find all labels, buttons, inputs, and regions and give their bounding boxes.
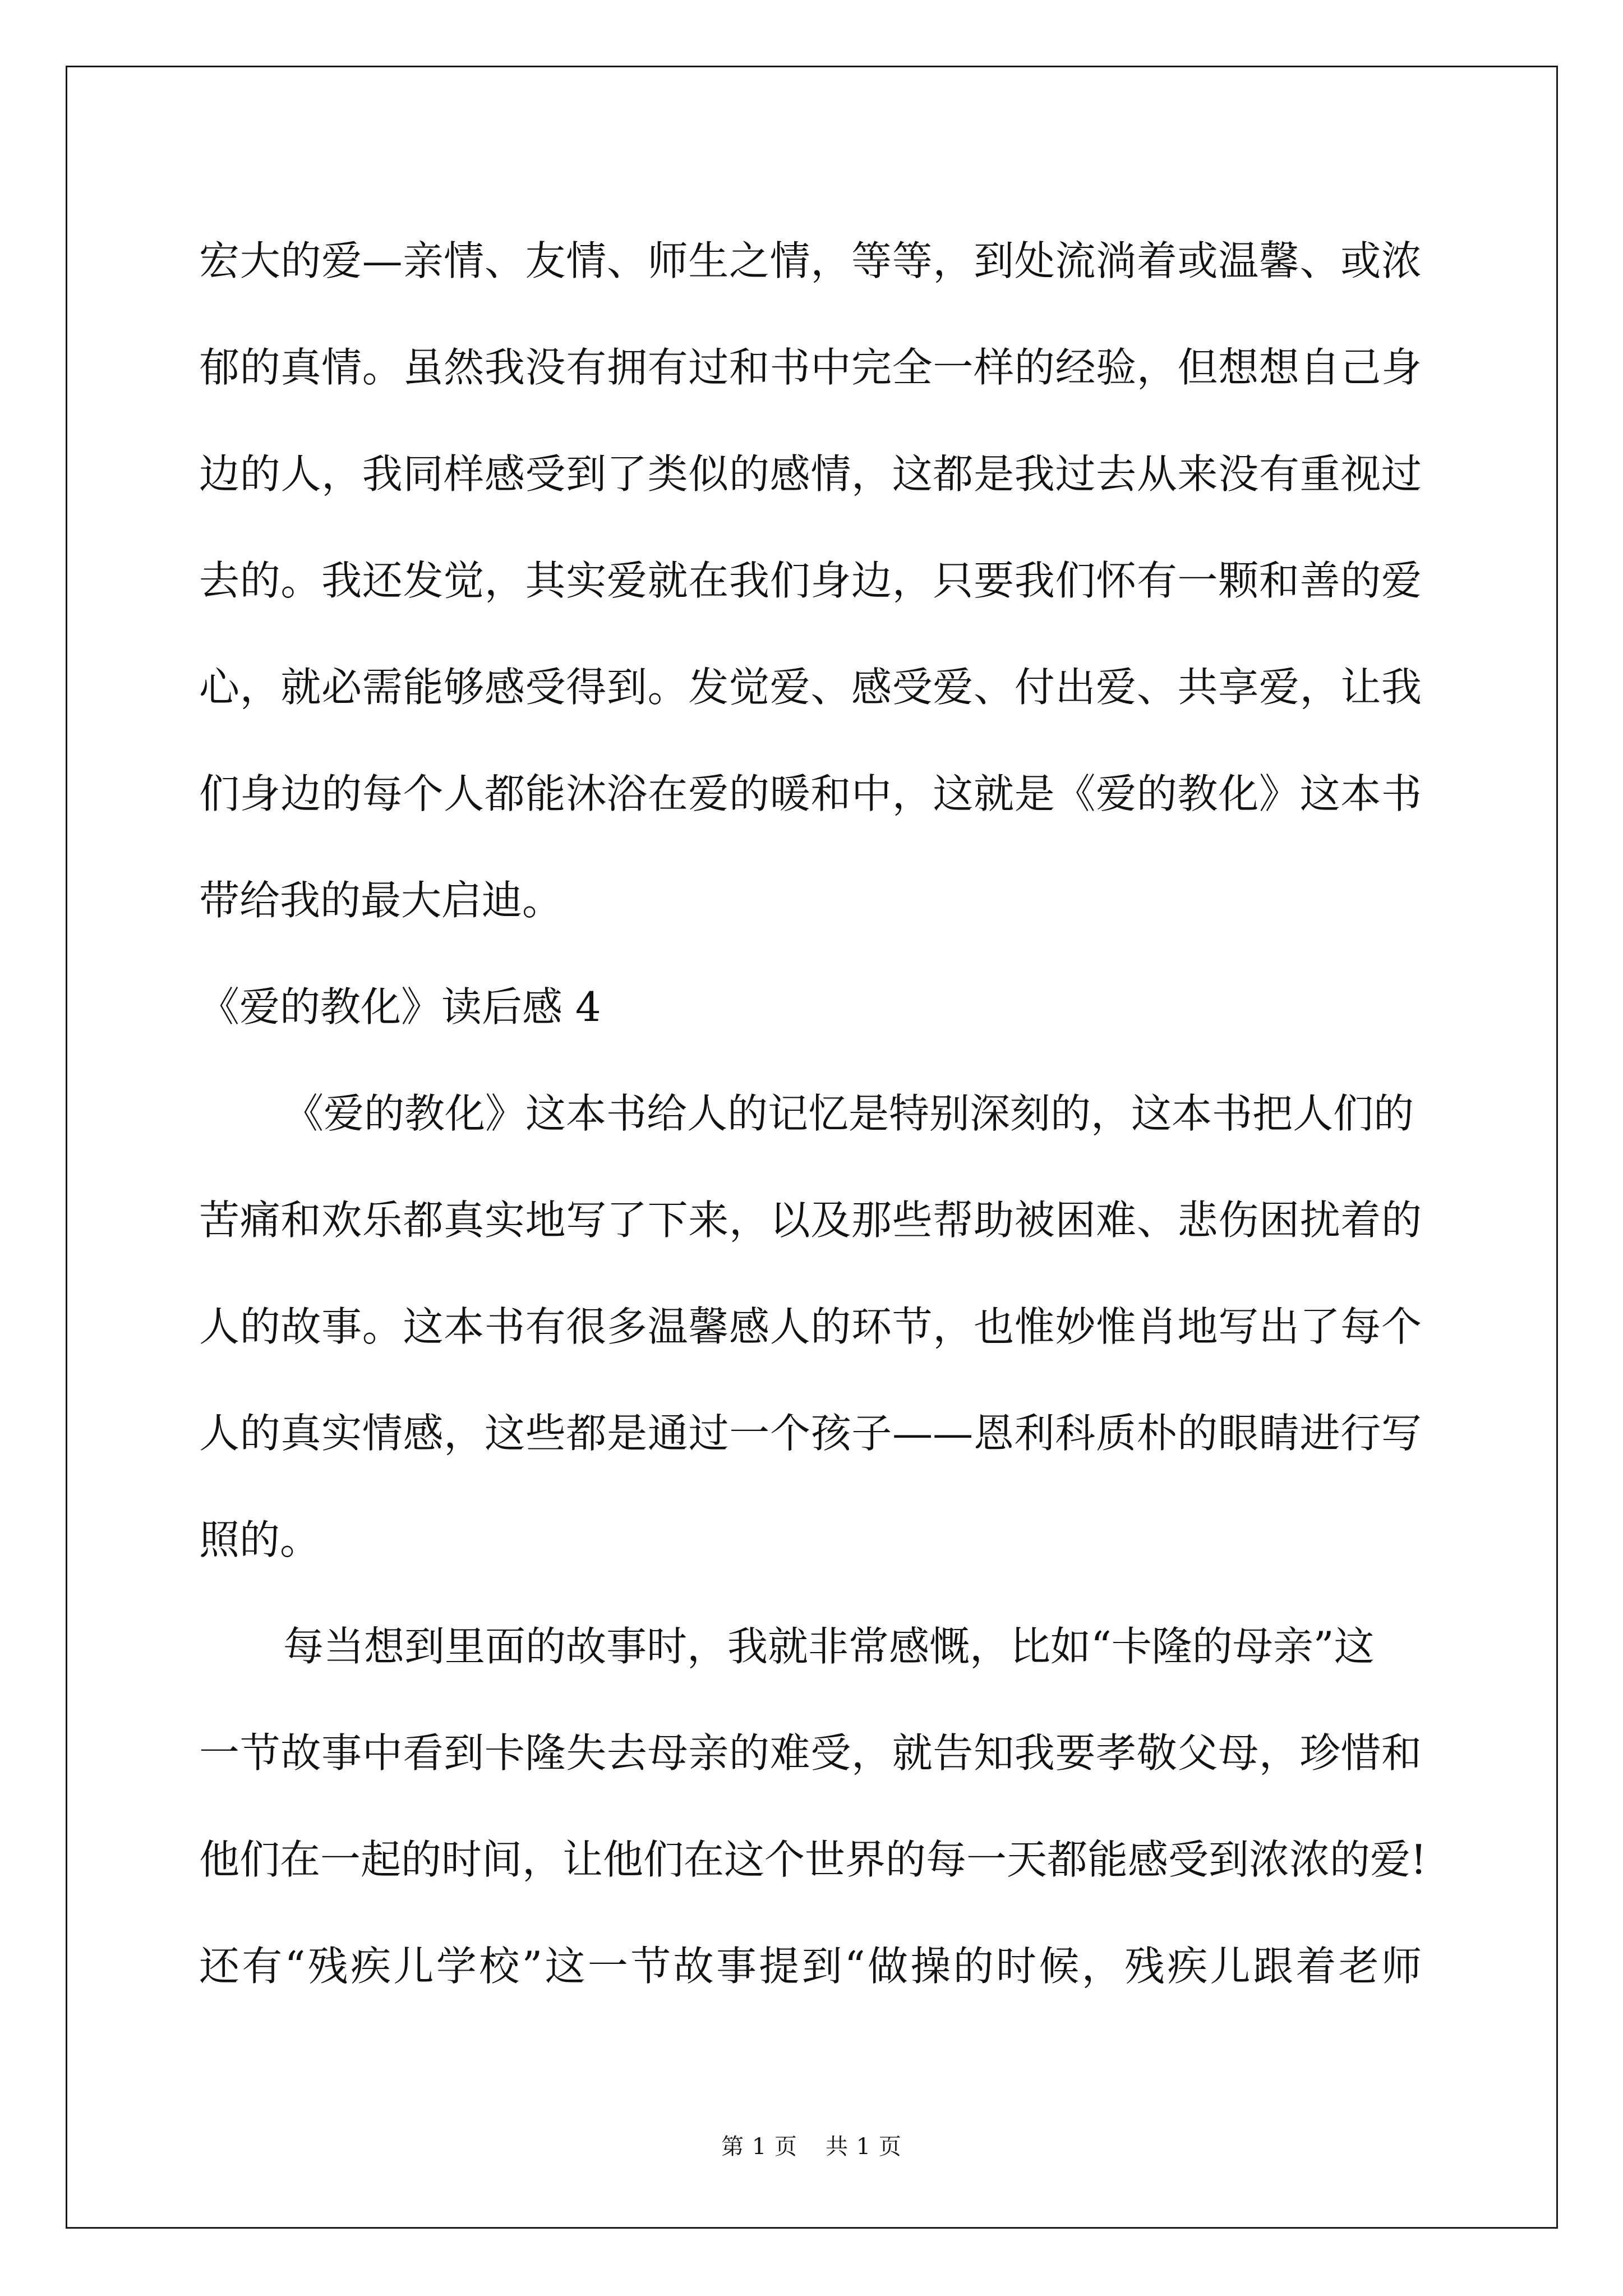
document-body	[199, 208, 1427, 2019]
text-line: 还有“残疾儿学校”这一节故事提到“做操的时候，残疾儿跟着老师	[199, 1943, 1422, 1990]
text-line: 宏大的爱—亲情、友情、师生之情，等等，到处流淌着或温馨、或浓	[199, 237, 1422, 284]
text-line: 去的。我还发觉，其实爱就在我们身边，只要我们怀有一颗和善的爱	[199, 557, 1422, 604]
text-line: 郁的真情。虽然我没有拥有过和书中完全一样的经验，但想想自己身	[199, 344, 1422, 391]
text-line: 边的人，我同样感受到了类似的感情，这都是我过去从来没有重视过	[199, 450, 1422, 498]
section-heading: 《爱的教化》读后感 4	[199, 983, 601, 1030]
text-line: 带给我的最大启迪。	[199, 877, 563, 924]
text-line: 一节故事中看到卡隆失去母亲的难受，就告知我要孝敬父母，珍惜和	[199, 1729, 1422, 1777]
text-line: 照的。	[199, 1516, 321, 1563]
text-line: 苦痛和欢乐都真实地写了下来，以及那些帮助被困难、悲伤困扰着的	[199, 1197, 1422, 1244]
text-line: 他们在一起的时间，让他们在这个世界的每一天都能感受到浓浓的爱!	[199, 1836, 1427, 1883]
page-total: 共 1 页	[826, 2134, 902, 2160]
text-line: 们身边的每个人都能沐浴在爱的暖和中，这就是《爱的教化》这本书	[199, 770, 1422, 817]
text-line: 《爱的教化》这本书给人的记忆是特别深刻的，这本书把人们的	[283, 1090, 1414, 1137]
page-number: 第 1 页	[721, 2134, 797, 2160]
text-line: 人的真实情感，这些都是通过一个孩子——恩利科质朴的眼睛进行写	[199, 1410, 1422, 1457]
page-footer	[0, 2129, 1623, 2161]
text-line: 每当想到里面的故事时，我就非常感慨，比如“卡隆的母亲”这	[283, 1623, 1375, 1670]
text-line: 心，就必需能够感受得到。发觉爱、感受爱、付出爱、共享爱，让我	[199, 664, 1422, 711]
text-line: 人的故事。这本书有很多温馨感人的环节，也惟妙惟肖地写出了每个	[199, 1303, 1422, 1350]
